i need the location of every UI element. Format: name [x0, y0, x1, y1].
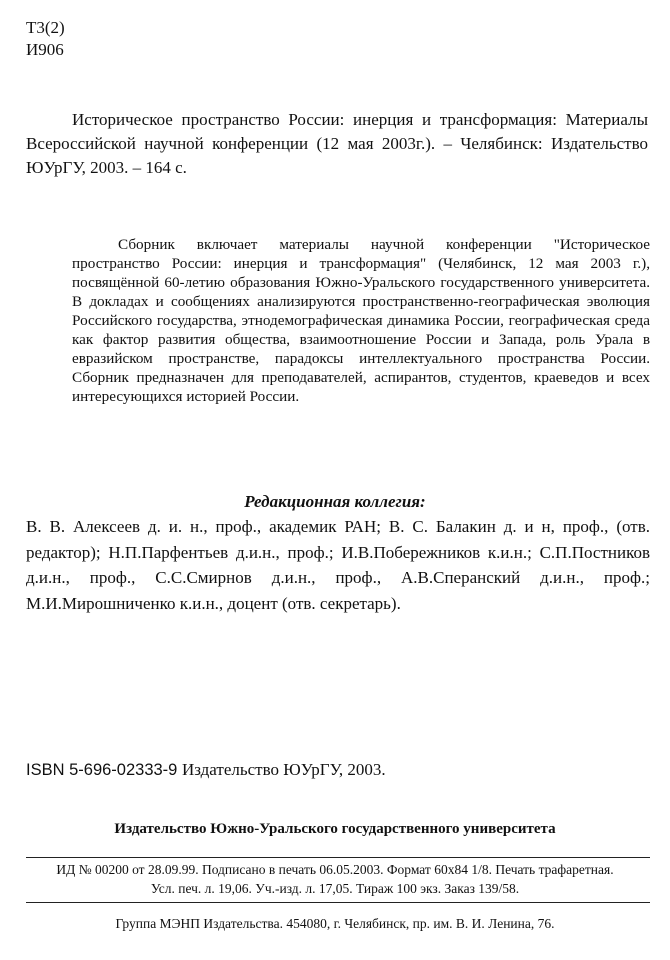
editorial-board-title: Редакционная коллегия: — [244, 492, 426, 511]
printing-group-address: Группа МЭНП Издательства. 454080, г. Челябинск, пр. им. В. И. Ленина, 76. — [115, 916, 555, 931]
author-mark: И906 — [26, 40, 64, 59]
classification-codes — [26, 17, 65, 61]
editorial-board-members: В. В. Алексеев д. и. н., проф., академик РАН; В. С. Балакин д. и н, проф., (отв. редактор); Н.П.Парфентьев д.и.н., проф.; И.В.Побережников к.и.н.; С.П.Постников д.и.н., проф., С.С.Смирнов д.и.н., проф., А.В.Сперанский д.и.н., проф.; М.И.Мирошниченко к.и.н., доцент (отв. секретарь). — [26, 517, 650, 613]
imprint-bottom-divider — [26, 902, 650, 903]
publisher-name: Издательство Южно-Уральского государственного университета — [114, 821, 556, 837]
bibliographic-entry: Историческое пространство России: инерция и трансформация: Материалы Всероссийской научной конференции (12 мая 2003г.). – Челябинск: Издательство ЮУрГУ, 2003. – 164 с. — [26, 110, 648, 177]
isbn-publisher: Издательство ЮУрГУ, 2003. — [181, 760, 386, 779]
isbn-number: ISBN 5-696-02333-9 — [26, 761, 178, 779]
isbn-line — [26, 760, 386, 780]
imprint-line-2: Усл. печ. л. 19,06. Уч.-изд. л. 17,05. Тираж 100 экз. Заказ 139/58. — [150, 881, 520, 896]
abstract-paragraph: Сборник включает материалы научной конференции "Историческое пространство России: инерция и трансформация" (Челябинск, 12 мая 2003 г.), посвящённой 60-летию образования Южно-Уральского государственного университета. В докладах и сообщениях анализируются пространственно-географическая эволюция Российского государства, этнодемографическая динамика России, географическая среда как фактор развития общества, взаимоотношение России и Запада, роль Урала в евразийском пространстве, парадоксы интеллектуального пространства России. Сборник предназначен для преподавателей, аспирантов, студентов, краеведов и всех интересующихся историей России. — [72, 236, 650, 405]
imprint-top-divider — [26, 857, 650, 858]
imprint-line-1: ИД № 00200 от 28.09.99. Подписано в печать 06.05.2003. Формат 60х84 1/8. Печать трафаретная. — [56, 862, 614, 877]
imprint-block — [0, 860, 670, 898]
bbk-code: Т3(2) — [26, 18, 65, 37]
